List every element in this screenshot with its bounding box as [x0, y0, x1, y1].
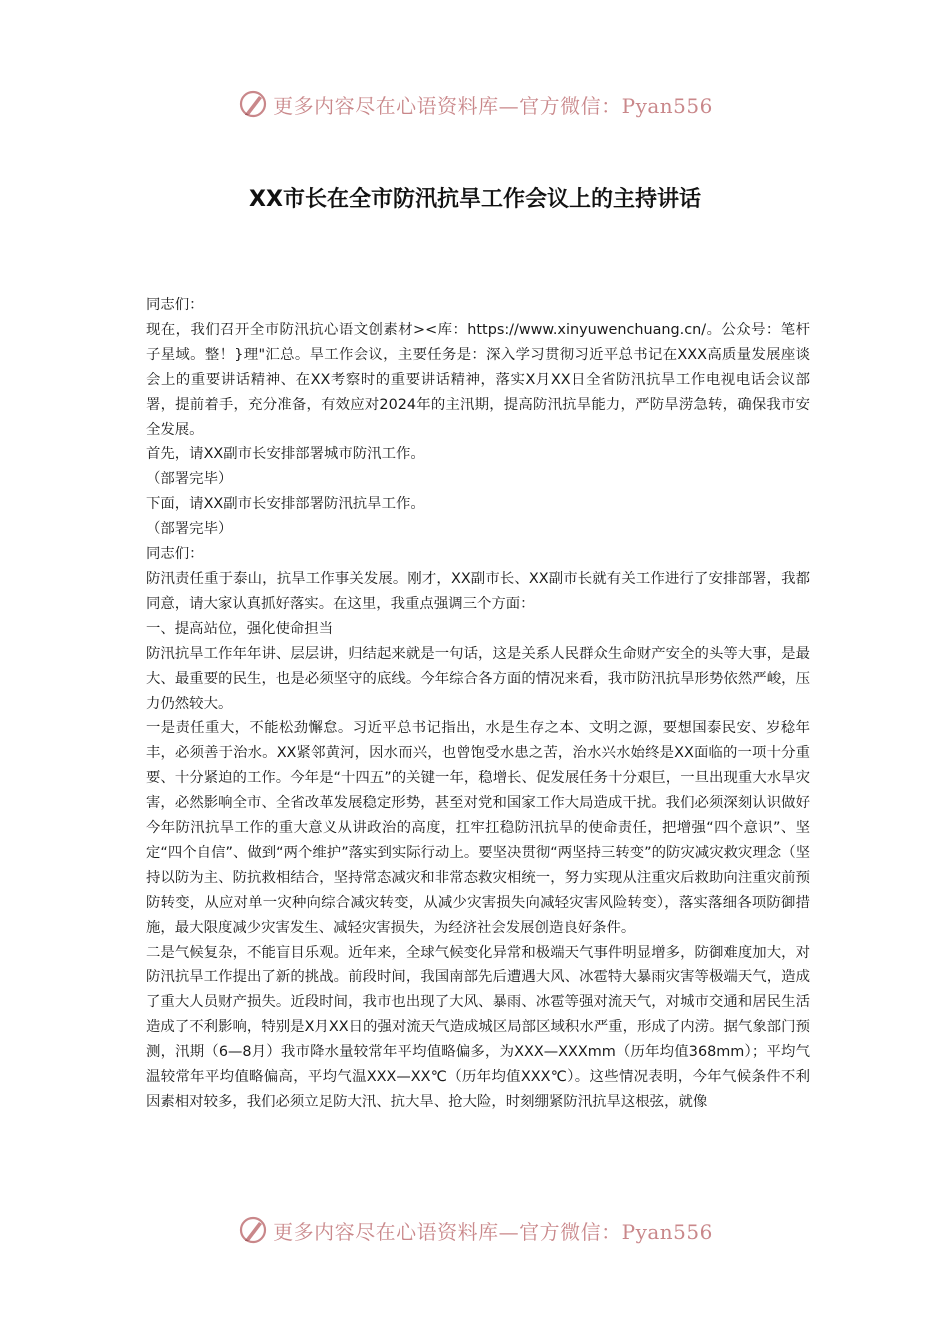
- paragraph: 防汛责任重于泰山，抗旱工作事关发展。刚才，XX副市长、XX副市长就有关工作进行了安排部署，我都同意，请大家认真抓好落实。在这里，我重点强调三个方面：: [146, 570, 810, 612]
- paragraph: 一是责任重大，不能松劲懈怠。习近平总书记指出，水是生存之本、文明之源，要想国泰民安、岁稔年丰，必须善于治水。XX紧邻黄河，因水而兴，也曾饱受水患之苦，治水兴水始终是XX面临的一项十分重要、十分紧迫的工作。今年是“十四五”的关键一年，稳增长、促发展任务十分艰巨，一旦出现重大水旱灾害，必然影响全市、全省改革发展稳定形势，甚至对党和国家工作大局造成干扰。我们必须深刻认识做好今年防汛抗旱工作的重大意义从讲政治的高度，扛牢扛稳防汛抗旱的使命责任，把增强“四个意识”、坚定“四个自信”、做到“两个维护”落实到实际行动上。要坚决贯彻“两坚持三转变”的防灾减灾救灾理念（坚持以防为主、防抗救相结合，坚持常态减灾和非常态救灾相统一，努力实现从注重灾后救助向注重灾前预防转变，从应对单一灾种向综合减灾转变，从减少灾害损失向减轻灾害风险转变），落实落细各项防御措施，最大限度减少灾害发生、减轻灾害损失，为经济社会发展创造良好条件。: [146, 720, 810, 936]
- document-title: XX市长在全市防汛抗旱工作会议上的主持讲话: [249, 187, 701, 212]
- document-body: [146, 293, 810, 1115]
- footer-banner: [0, 1210, 950, 1250]
- banner-text: 更多内容尽在心语资料库—官方微信：Pyan556: [273, 1219, 713, 1244]
- paragraph: 二是气候复杂，不能盲目乐观。近年来，全球气候变化异常和极端天气事件明显增多，防御难度加大，对防汛抗旱工作提出了新的挑战。前段时间，我国南部先后遭遇大风、冰雹特大暴雨灾害等极端天气，造成了重大人员财产损失。近段时间，我市也出现了大风、暴雨、冰雹等强对流天气，对城市交通和居民生活造成了不利影响，特别是X月XX日的强对流天气造成城区局部区域积水严重，形成了内涝。据气象部门预测，汛期（6—8月）我市降水量较常年平均值略偏多，为XXX—XXXmm（历年均值368mm）；平均气温较常年平均值略偏高，平均气温XXX—XX℃（历年均值XXX℃）。这些情况表明，今年气候条件不利因素相对较多，我们必须立足防大汛、抗大旱、抢大险，时刻绷紧防汛抗旱这根弦，就像: [146, 944, 810, 1110]
- paragraph: 同志们：: [146, 546, 204, 563]
- section-heading: 一、提高站位，强化使命担当: [146, 620, 334, 637]
- paragraph: 现在，我们召开全市防汛抗心语文创素材><库：https://www.xinyuwenchuang.cn/。公众号：笔杆子星域。整！}理"汇总。旱工作会议，主要任务是：深入学习贯彻习近平总书记在XXX高质量发展座谈会上的重要讲话精神、在XX考察时的重要讲话精神，落实X月XX日全省防汛抗旱工作电视电话会议部署，提前着手，充分准备，有效应对2024年的主汛期，提高防汛抗旱能力，严防旱涝急转，确保我市安全发展。: [146, 321, 810, 438]
- banner-text: 更多内容尽在心语资料库—官方微信：Pyan556: [273, 93, 713, 118]
- paragraph: （部署完毕）: [146, 521, 233, 538]
- paragraph: （部署完毕）: [146, 471, 233, 488]
- paragraph: 首先，请XX副市长安排部署城市防汛工作。: [146, 446, 425, 463]
- paragraph: 防汛抗旱工作年年讲、层层讲，归结起来就是一句话，这是关系人民群众生命财产安全的头等大事，是最大、最重要的民生，也是必须坚守的底线。今年综合各方面的情况来看，我市防汛抗旱形势依然严峻，压力仍然较大。: [146, 645, 810, 712]
- paragraph: 下面，请XX副市长安排部署防汛抗旱工作。: [146, 496, 425, 513]
- paragraph: 同志们：: [146, 297, 204, 313]
- pen-in-circle-logo: [237, 88, 269, 120]
- pen-in-circle-logo: [237, 1214, 269, 1246]
- header-banner: [0, 84, 950, 124]
